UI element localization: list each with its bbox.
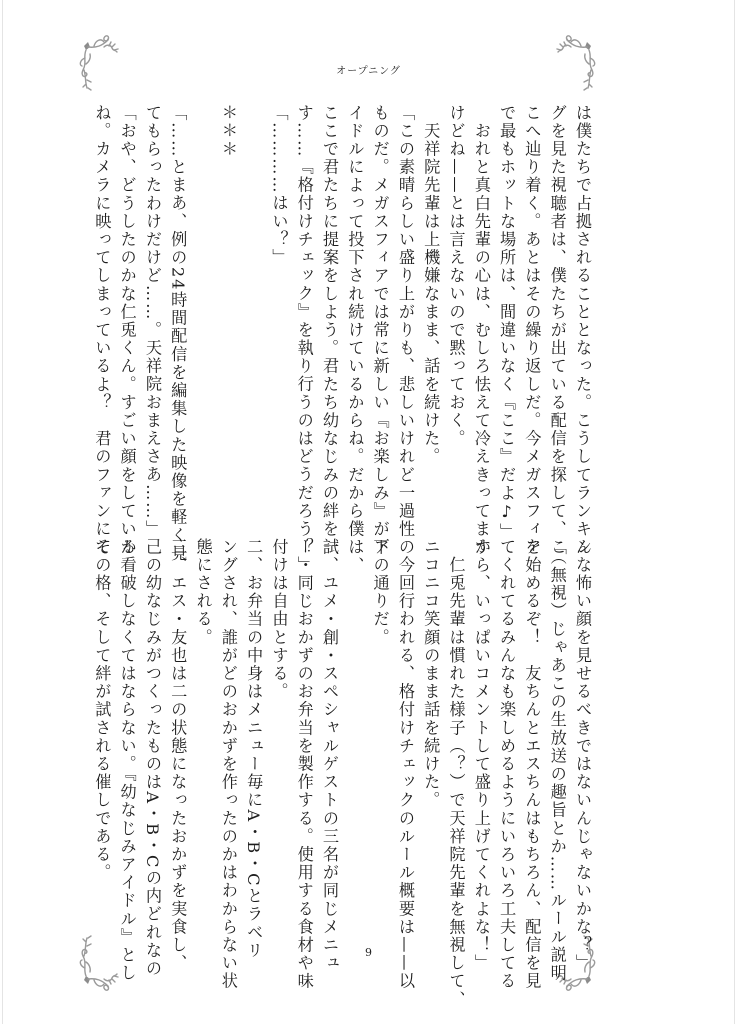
text-column: イドルによって投下され続けているからね。だから僕は、 (345, 104, 365, 575)
rule-item-two: 二、お弁当の中身はメニュー毎にA・B・Cとラベリ (244, 538, 264, 960)
upper-text-tier (89, 104, 595, 575)
text-column: を始めるぞ！ 友ちんとエスちんはもちろん、配信を見 (522, 538, 542, 991)
page-number: 9 (365, 946, 372, 959)
text-column: こへ辿り着く。あとはその繰り返しだ。今メガスフィア (522, 104, 542, 557)
text-column: けどね——とは言えないので黙っておく。 (446, 104, 466, 448)
text-column: 「…………はい？」 (269, 104, 289, 267)
text-column: んな怖い顔を見せるべきではないんじゃないかな？」 (573, 538, 592, 973)
text-column: 今回行われる、格付けチェックのルール概要は——以 (395, 538, 415, 991)
floral-corner-flourish-icon (74, 932, 122, 996)
text-column: ものだ。メガスフィアでは常に新しい『お楽しみ』がア (370, 104, 390, 557)
text-column: グを見た視聴者は、僕たちが出ている配信を探して、こ (547, 104, 567, 557)
rule-item-three: か看破しなくてはならない。『幼なじみアイドル』とし (117, 538, 137, 983)
scene-break-asterisks: ＊＊＊ (218, 104, 238, 159)
rule-item-two: 態にされる。 (193, 538, 213, 647)
rule-item-three: 三、エス・友也は二の状態になったおかずを実食し、 (168, 538, 188, 973)
rule-item-one: ー・同じおかずのお弁当を製作する。使用する食材や味 (294, 538, 314, 991)
text-column: は僕たちで占拠されることとなった。こうしてランキン (573, 104, 592, 557)
rule-item-two: ングされ、誰がどのおかずを作ったのかはわからない状 (218, 538, 238, 991)
text-column: おれと真白先輩の心は、むしろ怯えて冷えきってます (471, 104, 491, 557)
rule-item-one: 一、ユメ・創・スペシャルゲストの三名が同じメニュ (320, 538, 340, 973)
text-column: 天祥院先輩は上機嫌なまま、話を続けた。 (421, 104, 441, 466)
text-column: 仁兎先輩は慣れた様子（？）で天祥院先輩を無視して、 (446, 538, 466, 1009)
running-head: オープニング (336, 66, 401, 77)
text-column: てもらったわけだけど……。天祥院おまえさあ……」 (142, 104, 162, 539)
text-column: す……『格付けチェック』を執り行うのはどうだろう？」 (294, 104, 314, 575)
text-column: から、いっぱいコメントして盛り上げてくれよな！」 (471, 538, 491, 973)
text-column: てくれてるみんなも楽しめるようにいろいろ工夫してる (497, 538, 517, 991)
text-column: 「おや、どうしたのかな仁兎くん。すごい顔をしている (117, 104, 137, 557)
rule-item-three: ての格、そして絆が試される催しである。 (92, 538, 112, 882)
text-column: で最もホットな場所は、間違いなく『ここ』だよ♪」 (497, 104, 517, 542)
text-column: 「この素晴らしい盛り上がりも、悲しいけれど一過性の (395, 104, 415, 557)
text-column: 「……とまあ、例の24時間配信を編集した映像を軽く見 (168, 104, 188, 563)
rule-item-one: 付けは自由とする。 (269, 538, 289, 701)
rule-item-three: 己の幼なじみがつくったものはA・B・Cの内どれなの (142, 538, 162, 978)
page-edge-left (2, 0, 3, 1024)
lower-text-tier (89, 538, 595, 1009)
text-column: 「（無視）じゃあこの生放送の趣旨とか……ルール説明 (547, 538, 567, 983)
text-column: ここで君たちに提案をしよう。君たち幼なじみの絆を試 (320, 104, 340, 557)
text-column: ね。カメラに映ってしまっているよ？ 君のファンにそ (92, 104, 112, 557)
text-column: ニコニコ笑顔のまま話を続けた。 (421, 538, 441, 810)
text-column: 下の通りだ。 (370, 538, 390, 647)
page-edge-right (734, 0, 735, 1024)
